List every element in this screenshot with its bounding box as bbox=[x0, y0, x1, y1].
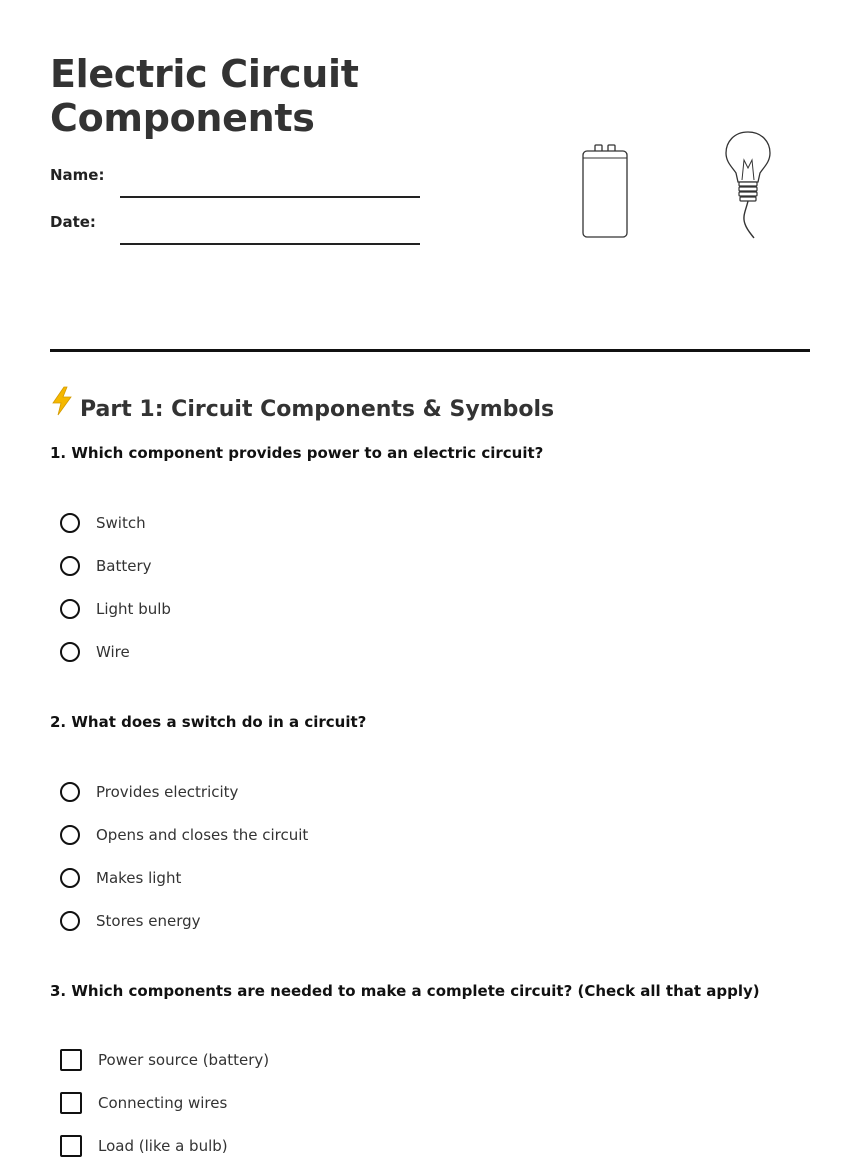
option-radio[interactable] bbox=[60, 908, 201, 934]
question-1: 1. Which component provides power to an electric circuit? bbox=[50, 444, 544, 462]
option-label: Light bulb bbox=[96, 600, 171, 618]
section-title: Part 1: Circuit Components & Symbols bbox=[80, 397, 555, 422]
option-radio[interactable] bbox=[60, 596, 171, 622]
date-field[interactable] bbox=[50, 213, 420, 243]
checkbox[interactable] bbox=[60, 1092, 82, 1114]
radio-button[interactable] bbox=[60, 599, 80, 619]
radio-button[interactable] bbox=[60, 825, 80, 845]
name-input-line[interactable] bbox=[120, 184, 420, 198]
option-label: Stores energy bbox=[96, 912, 201, 930]
option-label: Power source (battery) bbox=[98, 1051, 270, 1069]
option-label: Battery bbox=[96, 557, 152, 575]
option-label: Switch bbox=[96, 514, 146, 532]
option-radio[interactable] bbox=[60, 865, 181, 891]
option-label: Load (like a bulb) bbox=[98, 1137, 228, 1155]
title-line-2: Components bbox=[50, 96, 315, 140]
checkbox[interactable] bbox=[60, 1135, 82, 1157]
radio-button[interactable] bbox=[60, 782, 80, 802]
question-3: 3. Which components are needed to make a complete circuit? (Check all that apply) bbox=[50, 982, 760, 1000]
option-label: Opens and closes the circuit bbox=[96, 826, 309, 844]
radio-button[interactable] bbox=[60, 642, 80, 662]
worksheet-page bbox=[50, 0, 810, 1155]
radio-button[interactable] bbox=[60, 911, 80, 931]
date-label: Date: bbox=[50, 213, 96, 231]
option-checkbox[interactable] bbox=[60, 1090, 227, 1116]
light-bulb-icon bbox=[718, 130, 778, 240]
option-radio[interactable] bbox=[60, 510, 146, 536]
page-title bbox=[50, 52, 359, 140]
question-2: 2. What does a switch do in a circuit? bbox=[50, 713, 367, 731]
option-checkbox[interactable] bbox=[60, 1133, 228, 1159]
option-radio[interactable] bbox=[60, 822, 308, 848]
worksheet-header bbox=[50, 0, 810, 352]
option-checkbox[interactable] bbox=[60, 1047, 269, 1073]
option-label: Connecting wires bbox=[98, 1094, 228, 1112]
name-label: Name: bbox=[50, 166, 105, 184]
battery-icon bbox=[575, 140, 635, 240]
date-input-line[interactable] bbox=[120, 231, 420, 245]
option-label: Makes light bbox=[96, 869, 182, 887]
option-label: Provides electricity bbox=[96, 783, 239, 801]
option-radio[interactable] bbox=[60, 779, 238, 805]
circuit-illustrations bbox=[560, 125, 780, 245]
radio-button[interactable] bbox=[60, 868, 80, 888]
lightning-bolt-icon bbox=[50, 386, 74, 427]
name-field[interactable] bbox=[50, 166, 420, 196]
title-line-1: Electric Circuit bbox=[50, 52, 359, 96]
option-radio[interactable] bbox=[60, 553, 152, 579]
option-label: Wire bbox=[96, 643, 130, 661]
radio-button[interactable] bbox=[60, 513, 80, 533]
radio-button[interactable] bbox=[60, 556, 80, 576]
section-heading bbox=[50, 386, 554, 427]
option-radio[interactable] bbox=[60, 639, 130, 665]
checkbox[interactable] bbox=[60, 1049, 82, 1071]
